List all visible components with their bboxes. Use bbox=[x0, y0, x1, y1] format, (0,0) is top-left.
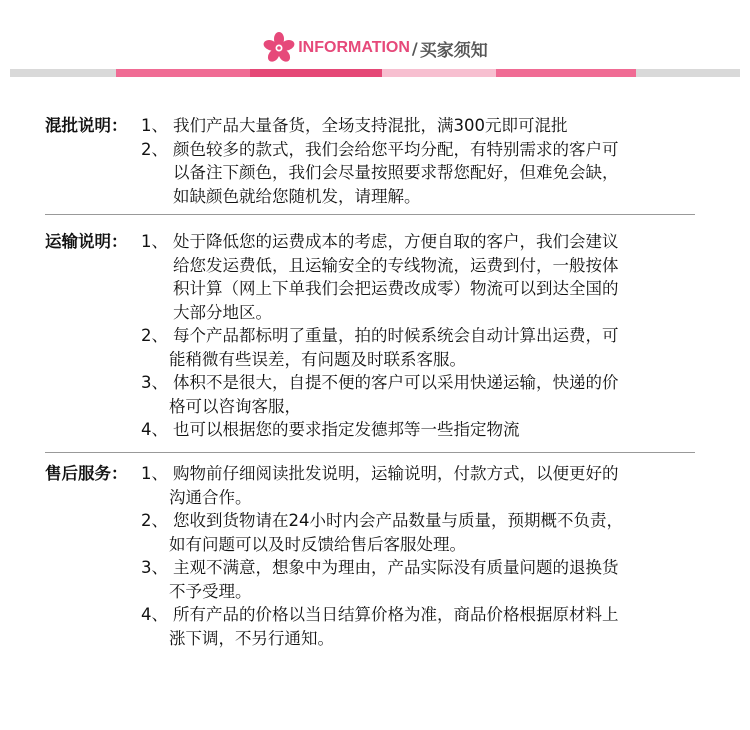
item-line: 给您发运费低，且运输安全的专线物流，运费到付，一般按体 bbox=[173, 255, 619, 275]
item-line: 处于降低您的运费成本的考虑，方便自取的客户，我们会建议 bbox=[173, 232, 619, 251]
item-line: 大部分地区。 bbox=[173, 302, 272, 322]
item-line: 颜色较多的款式，我们会给您平均分配，有特别需求的客户可 bbox=[173, 139, 619, 159]
section-after-sales bbox=[45, 462, 705, 650]
list-item bbox=[45, 114, 705, 138]
section-divider bbox=[45, 214, 695, 215]
item-line: 格可以咨询客服， bbox=[169, 396, 301, 416]
item-number: 3、 bbox=[141, 373, 168, 392]
bar-segment-light-pink bbox=[382, 69, 496, 77]
flower-icon bbox=[262, 31, 296, 65]
item-number: 1、 bbox=[141, 464, 168, 483]
bar-segment-gray bbox=[636, 69, 740, 77]
item-number: 2、 bbox=[141, 139, 168, 159]
section-label: 混批说明： bbox=[45, 116, 128, 135]
section-label: 运输说明： bbox=[45, 232, 128, 251]
item-line: 体积不是很大，自提不便的客户可以采用快递运输，快递的价 bbox=[173, 373, 619, 392]
item-line: 如有问题可以及时反馈给售后客服处理。 bbox=[169, 534, 466, 554]
item-line: 主观不满意，想象中为理由，产品实际没有质量问题的退换货 bbox=[173, 558, 619, 577]
decorative-color-bar bbox=[10, 69, 740, 77]
item-line: 积计算（网上下单我们会把运费改成零）物流可以到达全国的 bbox=[173, 279, 619, 298]
list-item bbox=[45, 371, 705, 418]
item-number: 4、 bbox=[141, 605, 168, 624]
list-item bbox=[45, 603, 705, 650]
list-item bbox=[45, 509, 705, 556]
item-line: 沟通合作。 bbox=[169, 487, 252, 507]
item-line: 您收到货物请在24小时内会产品数量与质量，预期概不负责， bbox=[173, 511, 623, 530]
list-item bbox=[45, 418, 705, 442]
item-number: 2、 bbox=[141, 326, 168, 345]
page-header bbox=[0, 30, 750, 66]
section-shipping bbox=[45, 230, 705, 442]
bar-segment-pink bbox=[116, 69, 250, 77]
item-number: 2、 bbox=[141, 511, 168, 530]
item-line: 如缺颜色就给您随机发，请理解。 bbox=[173, 186, 421, 206]
list-item bbox=[45, 230, 705, 324]
section-divider bbox=[45, 452, 695, 453]
header-separator: / bbox=[411, 38, 418, 58]
item-line: 也可以根据您的要求指定发德邦等一些指定物流 bbox=[173, 420, 520, 439]
bar-segment-gray bbox=[10, 69, 116, 77]
item-number: 1、 bbox=[141, 116, 168, 135]
item-line: 能稍微有些误差，有问题及时联系客服。 bbox=[169, 349, 466, 369]
item-line: 每个产品都标明了重量，拍的时候系统会自动计算出运费，可 bbox=[173, 326, 619, 345]
list-item bbox=[45, 138, 705, 209]
item-line: 我们产品大量备货，全场支持混批，满300元即可混批 bbox=[173, 116, 568, 135]
item-line: 所有产品的价格以当日结算价格为准，商品价格根据原材料上 bbox=[173, 605, 619, 624]
bar-segment-dark-pink bbox=[250, 69, 382, 77]
item-line: 购物前仔细阅读批发说明，运输说明，付款方式，以便更好的 bbox=[173, 464, 619, 483]
list-item bbox=[45, 556, 705, 603]
header-title-cn: 买家须知 bbox=[419, 40, 488, 61]
section-mixed-wholesale bbox=[45, 114, 705, 208]
item-line: 不予受理。 bbox=[169, 581, 252, 601]
list-item bbox=[45, 462, 705, 509]
item-line: 以备注下颜色，我们会尽量按照要求帮您配好，但难免会缺， bbox=[173, 163, 619, 182]
item-line: 涨下调，不另行通知。 bbox=[169, 628, 334, 648]
list-item bbox=[45, 324, 705, 371]
item-number: 1、 bbox=[141, 232, 168, 251]
item-number: 4、 bbox=[141, 420, 168, 439]
bar-segment-pink bbox=[496, 69, 636, 77]
header-title-en: INFORMATION bbox=[298, 39, 410, 56]
item-number: 3、 bbox=[141, 558, 168, 577]
section-label: 售后服务： bbox=[45, 464, 128, 483]
